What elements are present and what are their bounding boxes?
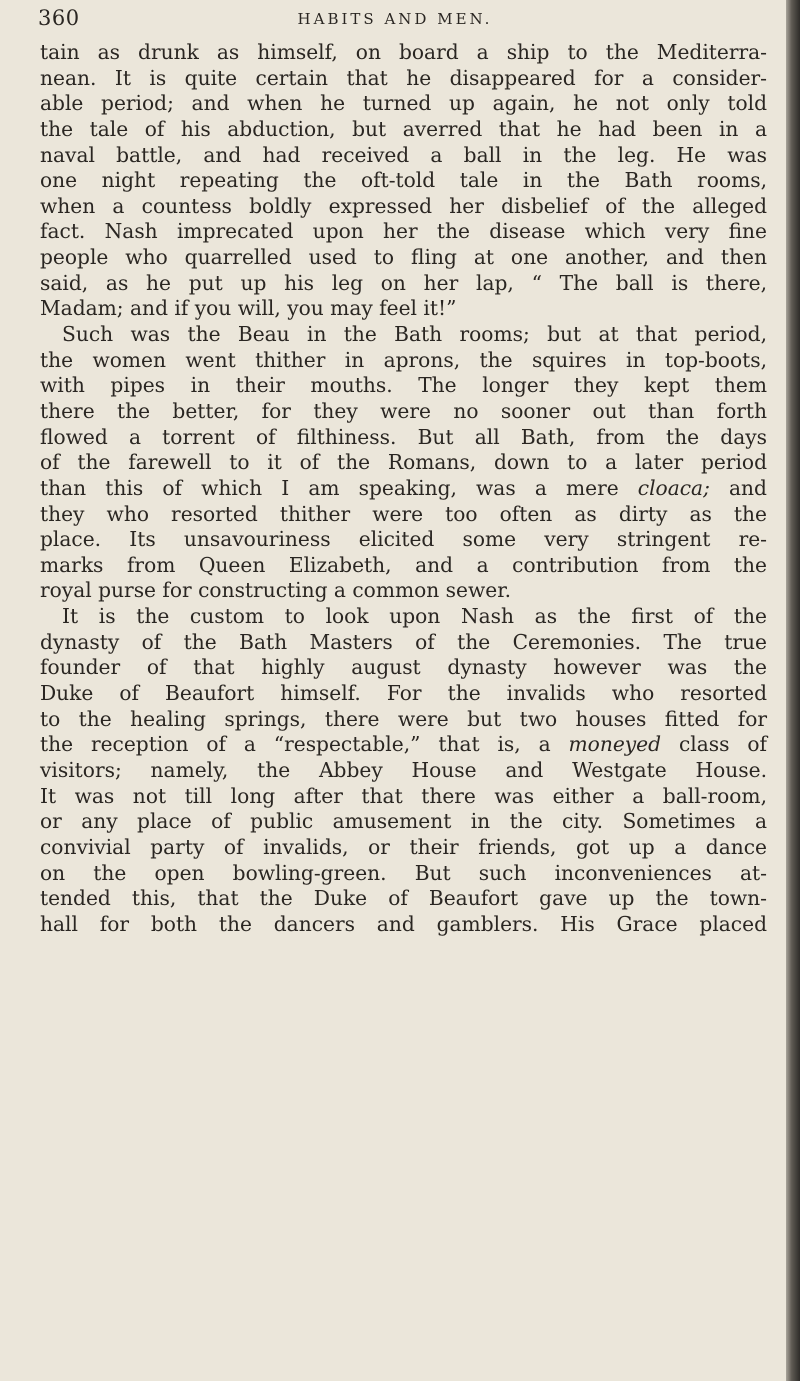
text-line xyxy=(40,117,767,143)
text-line-content: said, as he put up his leg on her lap, “ The ball is there, xyxy=(40,270,767,295)
text-line xyxy=(40,502,767,528)
text-line-content: one night repeating the oft-told tale in the Bath rooms, xyxy=(40,168,767,193)
text-line-content: or any place of public amusement in the city. Sometimes a xyxy=(40,809,767,834)
text-line-content: the tale of his abduction, but averred that he had been in a xyxy=(40,116,767,141)
text-line xyxy=(40,322,767,348)
text-line xyxy=(40,450,767,476)
text-line xyxy=(40,66,767,92)
text-line-content: visitors; namely, the Abbey House and Westgate House. xyxy=(40,757,767,782)
text-line xyxy=(40,40,767,66)
italic-word: cloaca; xyxy=(637,475,710,500)
text-line xyxy=(40,758,767,784)
page-header xyxy=(0,4,790,34)
text-line-content: when a countess boldly expressed her disbelief of the alleged xyxy=(40,193,767,218)
text-line xyxy=(40,630,767,656)
text-line-content: dynasty of the Bath Masters of the Ceremonies. The true xyxy=(40,629,767,654)
text-line xyxy=(40,886,767,912)
text-line xyxy=(40,219,767,245)
text-line xyxy=(40,296,767,322)
text-line xyxy=(40,835,767,861)
text-line xyxy=(40,784,767,810)
text-line-content: It was not till long after that there was either a ball-room, xyxy=(40,783,767,808)
text-line-content: they who resorted thither were too often as dirty as the xyxy=(40,501,767,526)
body-text xyxy=(40,40,767,937)
text-line-content: tain as drunk as himself, on board a ship to the Mediterra- xyxy=(40,40,767,64)
text-line-content: place. Its unsavouriness elicited some very stringent re- xyxy=(40,527,767,552)
text-line xyxy=(40,527,767,553)
text-line xyxy=(40,399,767,425)
text-line xyxy=(40,861,767,887)
text-line xyxy=(40,143,767,169)
text-line xyxy=(40,271,767,297)
text-line-content: convivial party of invalids, or their friends, got up a dance xyxy=(40,834,767,859)
text-line xyxy=(40,91,767,117)
running-head: HABITS AND MEN. xyxy=(297,10,493,28)
text-line-content: tended this, that the Duke of Beaufort gave up the town- xyxy=(40,886,767,911)
text-line-content: there the better, for they were no sooner out than forth xyxy=(40,398,767,423)
text-line-content: Such was the Beau in the Bath rooms; but at that period, xyxy=(62,322,767,347)
text-line-content: hall for both the dancers and gamblers. His Grace placed xyxy=(40,911,767,936)
text-line-content: able period; and when he turned up again, he not only told xyxy=(40,91,767,116)
text-line xyxy=(40,245,767,271)
text-line-content: founder of that highly august dynasty however was the xyxy=(40,655,767,680)
text-line xyxy=(40,348,767,374)
text-line-continuation: class of xyxy=(661,732,767,757)
text-line-content: nean. It is quite certain that he disappeared for a consider- xyxy=(40,65,767,90)
text-line-content: of the farewell to it of the Romans, down to a later period xyxy=(40,450,767,475)
text-line-content: with pipes in their mouths. The longer they kept them xyxy=(40,373,767,398)
text-line xyxy=(40,732,767,758)
page-number: 360 xyxy=(38,6,80,30)
text-line xyxy=(40,681,767,707)
text-line-content: people who quarrelled used to fling at one another, and then xyxy=(40,245,767,270)
text-line-continuation: and xyxy=(709,475,767,500)
text-line xyxy=(40,912,767,938)
text-line-content: It is the custom to look upon Nash as the first of the xyxy=(62,604,767,629)
text-line xyxy=(40,809,767,835)
text-line-content: the reception of a “respectable,” that is, a xyxy=(40,732,569,757)
text-line-content: to the healing springs, there were but two houses fitted for xyxy=(40,706,767,731)
text-line-content: on the open bowling-green. But such inconveniences at- xyxy=(40,860,767,885)
text-line-content: royal purse for constructing a common sewer. xyxy=(40,578,512,603)
text-line xyxy=(40,168,767,194)
text-line xyxy=(40,707,767,733)
text-line xyxy=(40,553,767,579)
text-line-content: the women went thither in aprons, the squires in top-boots, xyxy=(40,347,767,372)
text-line xyxy=(40,373,767,399)
text-line xyxy=(40,578,767,604)
page-gutter-shadow xyxy=(786,0,800,1381)
text-line xyxy=(40,194,767,220)
text-line-content: flowed a torrent of filthiness. But all Bath, from the days xyxy=(40,424,767,449)
text-line-content: naval battle, and had received a ball in the leg. He was xyxy=(40,142,767,167)
text-line-content: fact. Nash imprecated upon her the disease which very fine xyxy=(40,219,767,244)
text-line xyxy=(40,655,767,681)
text-line-content: than this of which I am speaking, was a mere xyxy=(40,475,638,500)
text-line xyxy=(40,425,767,451)
text-line-content: Madam; and if you will, you may feel it!” xyxy=(40,296,457,321)
text-line xyxy=(40,476,767,502)
italic-word: moneyed xyxy=(568,732,662,757)
text-line-content: marks from Queen Elizabeth, and a contribution from the xyxy=(40,552,767,577)
text-line-content: Duke of Beaufort himself. For the invalids who resorted xyxy=(40,681,767,706)
text-line xyxy=(40,604,767,630)
